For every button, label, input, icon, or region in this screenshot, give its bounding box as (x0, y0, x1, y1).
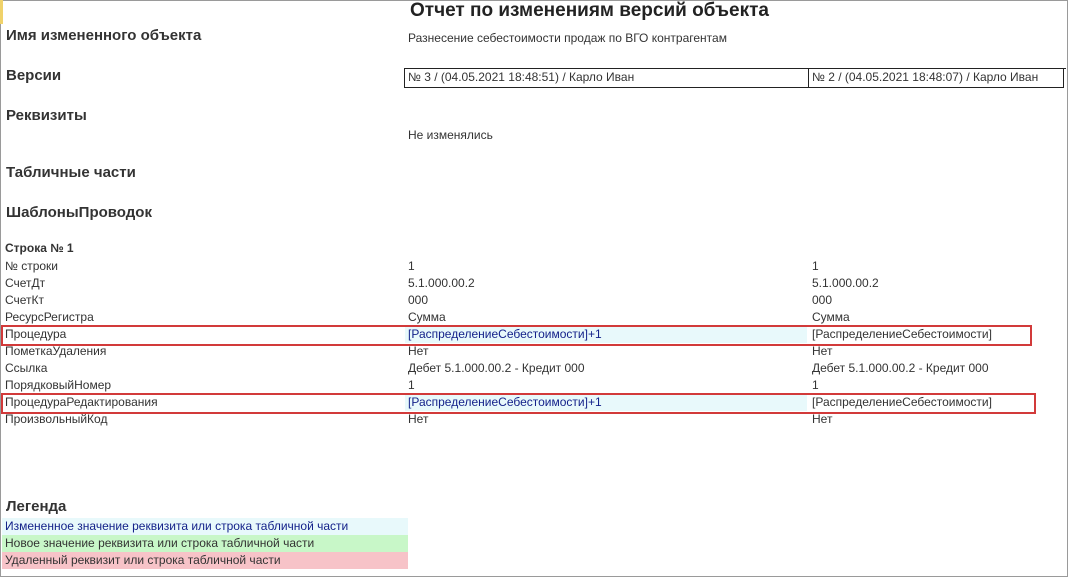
legend-title: Легенда (6, 498, 67, 515)
row-name: Процедура (5, 327, 67, 341)
legend-item-new: Новое значение реквизита или строка табличной части (2, 535, 408, 552)
row-value-v3-changed: [РаспределениеСебестоимости]+1 (405, 326, 807, 343)
table-row (0, 377, 1068, 394)
row-value-v3-changed: [РаспределениеСебестоимости]+1 (405, 394, 807, 411)
row-value-v3: Дебет 5.1.000.00.2 - Кредит 000 (408, 361, 585, 375)
row-value-v3: 1 (408, 259, 415, 273)
row-name: РесурсРегистра (5, 310, 94, 324)
object-name-label: Имя измененного объекта (6, 27, 202, 44)
report-title: Отчет по изменениям версий объекта (410, 0, 769, 21)
row-name: Ссылка (5, 361, 48, 375)
row-value-v2: Нет (812, 412, 833, 426)
row-value-v3: Нет (408, 412, 429, 426)
row-title: Строка № 1 (5, 241, 74, 255)
versions-label: Версии (6, 67, 62, 84)
table-row (0, 258, 1068, 275)
row-value-v3: 1 (408, 378, 415, 392)
row-name: ПометкаУдаления (5, 344, 107, 358)
row-value-v2: Сумма (812, 310, 850, 324)
legend-item-changed: Измененное значение реквизита или строка табличной части (2, 518, 408, 535)
row-value-v2: 1 (812, 259, 819, 273)
row-value-v2: Дебет 5.1.000.00.2 - Кредит 000 (812, 361, 989, 375)
templates-label: ШаблоныПроводок (6, 204, 152, 221)
row-value-v2: 1 (812, 378, 819, 392)
attributes-value: Не изменялись (408, 128, 493, 142)
row-value-v2: 000 (812, 293, 833, 307)
row-value-v3: 5.1.000.00.2 (408, 276, 475, 290)
tabular-parts-label: Табличные части (6, 164, 136, 181)
annotation-highlight-procedure (1, 325, 1032, 346)
row-value-v3: Нет (408, 344, 429, 358)
annotation-highlight-procedure-edit (1, 393, 1036, 414)
legend-item-deleted: Удаленный реквизит или строка табличной части (2, 552, 408, 569)
row-value-v2: [РаспределениеСебестоимости] (812, 395, 992, 409)
row-name: ПроцедураРедактирования (5, 395, 158, 409)
active-cell-marker (0, 0, 3, 24)
table-row (0, 292, 1068, 309)
row-name: ПроизвольныйКод (5, 412, 108, 426)
table-row (0, 275, 1068, 292)
version-3-cell: № 3 / (04.05.2021 18:48:51) / Карло Иван (404, 69, 808, 88)
row-name: СчетКт (5, 293, 45, 307)
row-name: СчетДт (5, 276, 46, 290)
row-value-v2: [РаспределениеСебестоимости] (812, 327, 992, 341)
row-value-v3: 000 (408, 293, 429, 307)
row-value-v2: 5.1.000.00.2 (812, 276, 879, 290)
attributes-label: Реквизиты (6, 107, 87, 124)
row-name: ПорядковыйНомер (5, 378, 112, 392)
object-name-value: Разнесение себестоимости продаж по ВГО контрагентам (408, 31, 727, 45)
version-2-cell: № 2 / (04.05.2021 18:48:07) / Карло Иван (808, 69, 1064, 88)
table-row (0, 360, 1068, 377)
row-value-v2: Нет (812, 344, 833, 358)
versions-header (404, 68, 1066, 88)
row-name: № строки (5, 259, 59, 273)
row-value-v3: Сумма (408, 310, 446, 324)
table-row (0, 309, 1068, 326)
